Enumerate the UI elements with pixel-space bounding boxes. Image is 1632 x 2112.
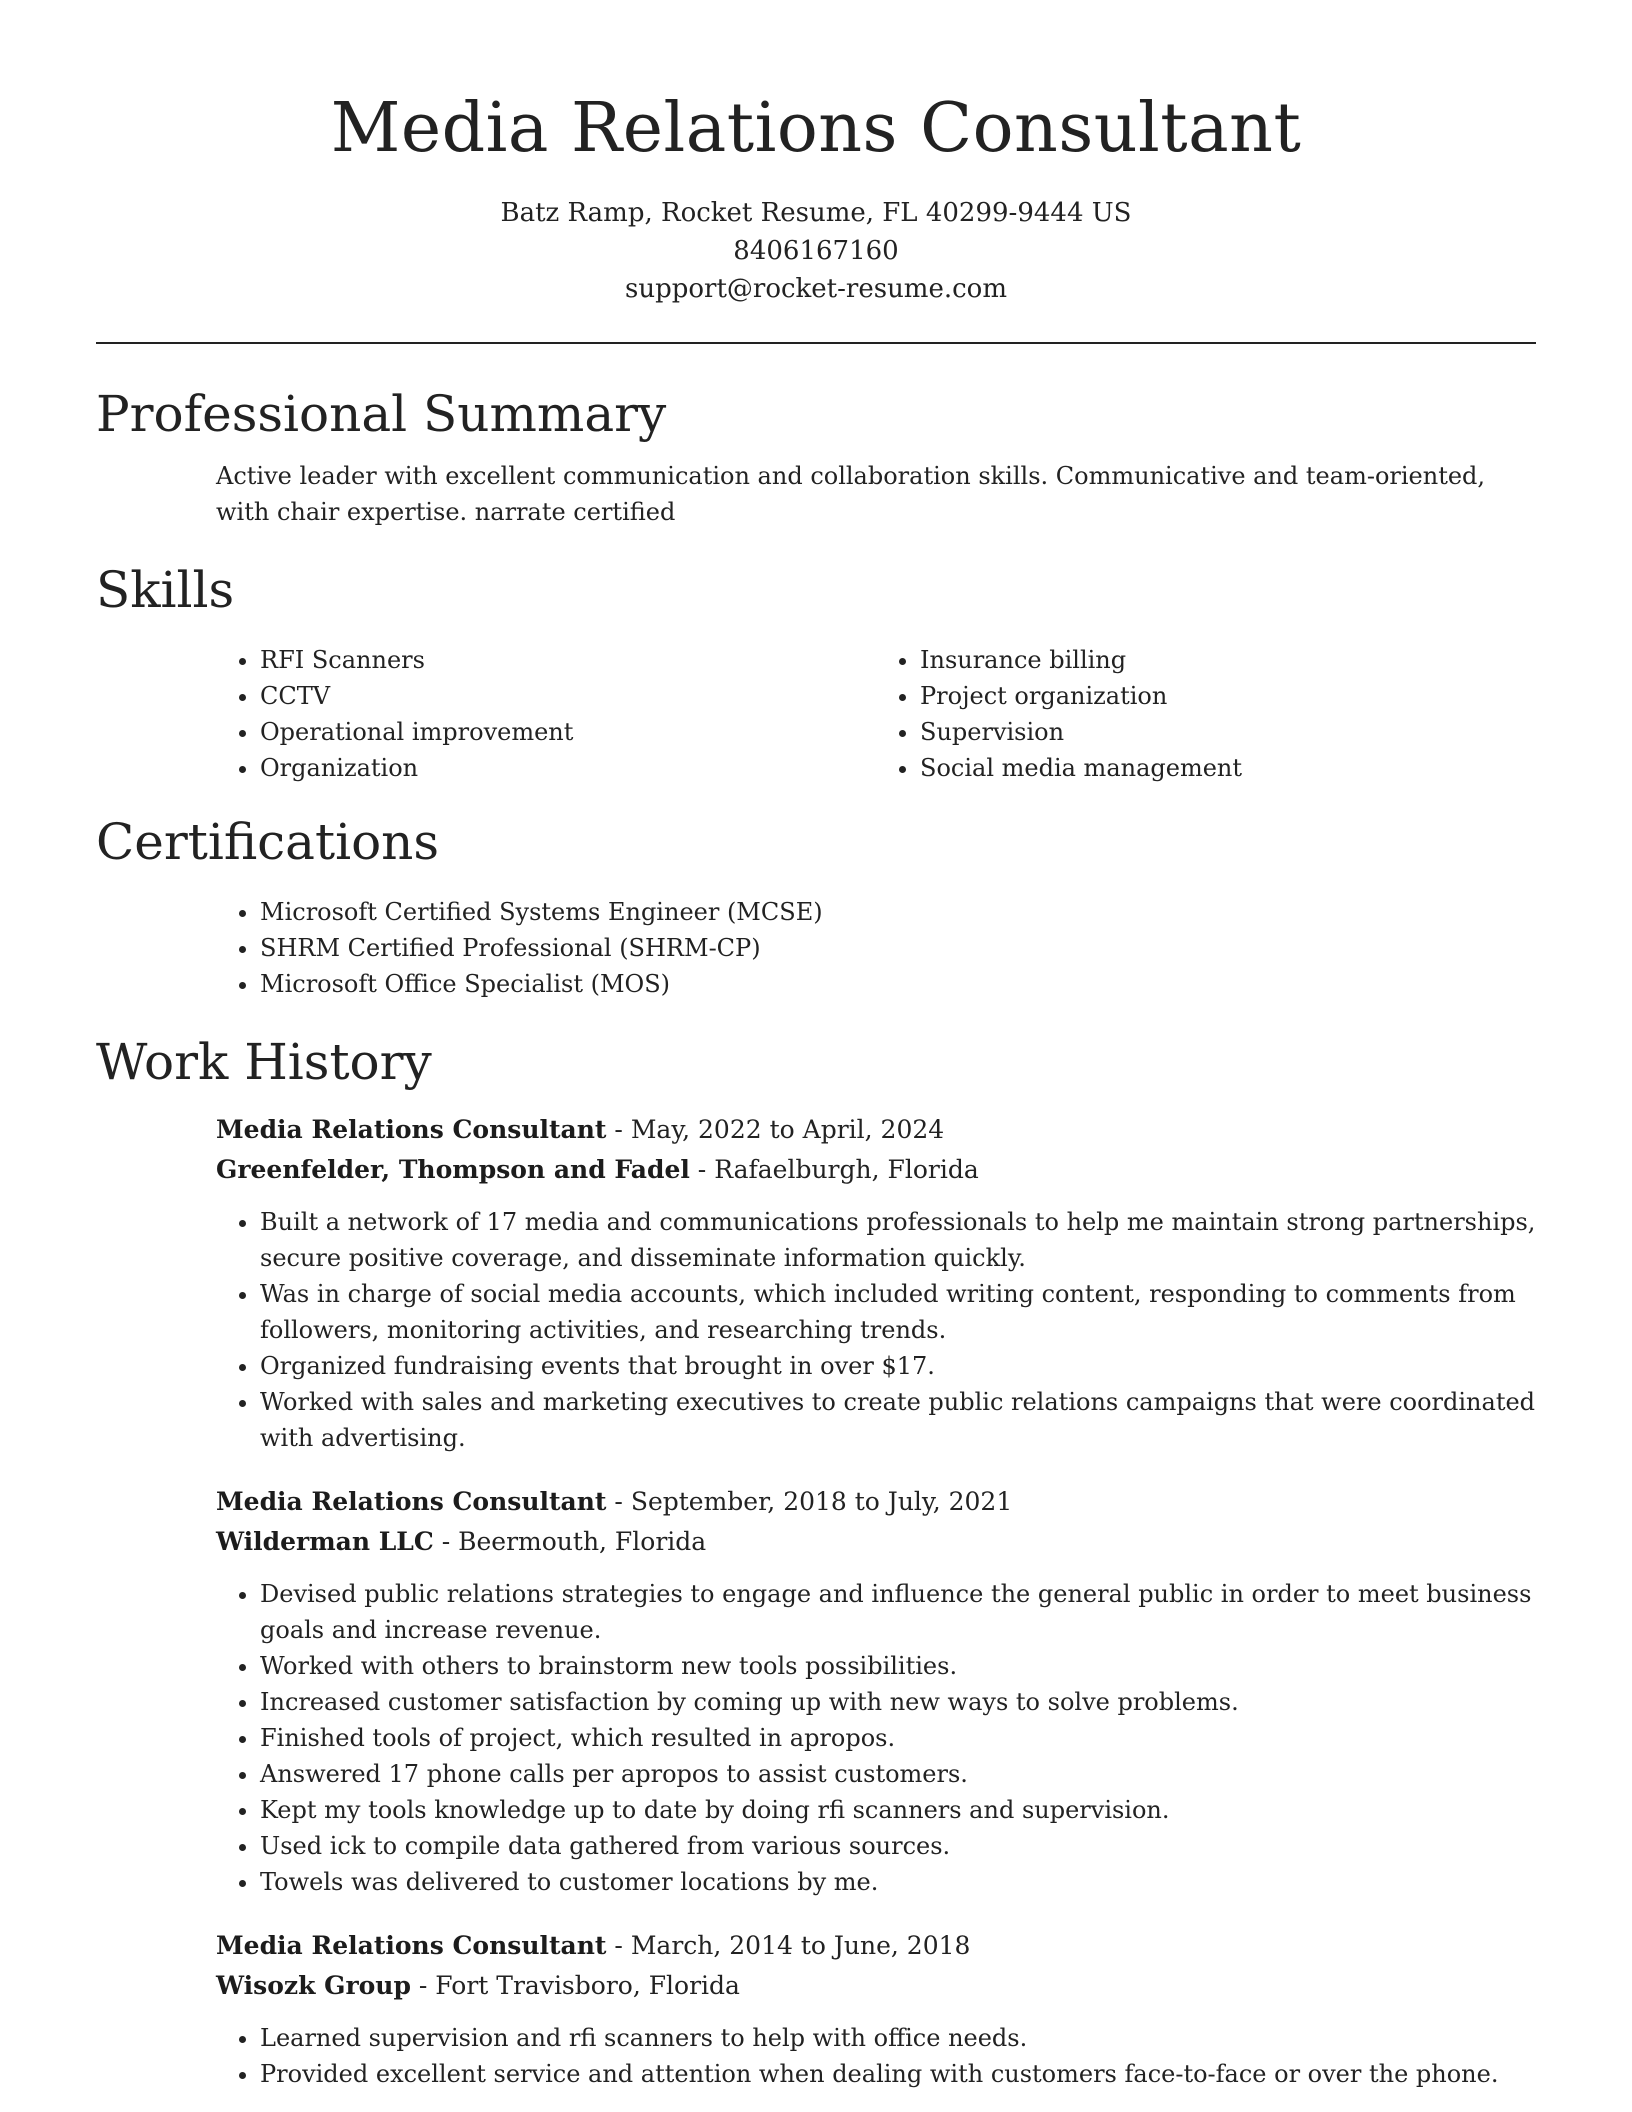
job-bullet: • Answered 17 phone calls per apropos to assist customers. bbox=[260, 1756, 1536, 1792]
job-bullet: • Organized fundraising events that brought in over $17. bbox=[260, 1348, 1536, 1384]
job-location: - Beermouth, Florida bbox=[433, 1527, 707, 1556]
skills-heading: Skills bbox=[96, 561, 235, 619]
job-company: Greenfelder, Thompson and Fadel bbox=[216, 1155, 690, 1184]
summary-text: Active leader with excellent communication and collaboration skills. Communicative and team-oriented, with chair expertise. narrate certified bbox=[216, 462, 1486, 526]
skill-item: • Insurance billing bbox=[920, 642, 1536, 678]
certifications-heading: Certifications bbox=[96, 813, 440, 871]
skill-item: • RFI Scanners bbox=[260, 642, 876, 678]
work-history-section bbox=[96, 1030, 1536, 2092]
job-bullet: • Provided excellent service and attention when dealing with customers face-to-face or over the phone. bbox=[260, 2056, 1536, 2092]
certification-item: • Microsoft Office Specialist (MOS) bbox=[260, 966, 1536, 1002]
skill-item: • CCTV bbox=[260, 678, 876, 714]
summary-section bbox=[96, 382, 1536, 530]
job-title: Media Relations Consultant bbox=[216, 1115, 607, 1144]
skill-item: • Supervision bbox=[920, 714, 1536, 750]
job-bullets bbox=[216, 1204, 1536, 1456]
skill-item: • Social media management bbox=[920, 750, 1536, 786]
skill-item: • Organization bbox=[260, 750, 876, 786]
phone-line: 8406167160 bbox=[733, 236, 899, 266]
header-divider bbox=[96, 342, 1536, 344]
summary-heading: Professional Summary bbox=[96, 385, 667, 443]
job-location: - Rafaelburgh, Florida bbox=[689, 1155, 979, 1184]
contact-block bbox=[96, 194, 1536, 308]
skills-section bbox=[96, 558, 1536, 786]
job-bullets bbox=[216, 1576, 1536, 1900]
job-title: Media Relations Consultant bbox=[216, 1487, 607, 1516]
certifications-section bbox=[96, 810, 1536, 1002]
skills-left-list bbox=[216, 642, 876, 786]
job-bullet: • Was in charge of social media accounts, which included writing content, responding to comments from followers, monitoring activities, and researching trends. bbox=[260, 1276, 1536, 1348]
job-bullet: • Used ick to compile data gathered from various sources. bbox=[260, 1828, 1536, 1864]
job-title: Media Relations Consultant bbox=[216, 1931, 607, 1960]
job-dates: - September, 2018 to July, 2021 bbox=[606, 1487, 1013, 1516]
job-bullet: • Devised public relations strategies to engage and influence the general public in order to meet business goals and increase revenue. bbox=[260, 1576, 1536, 1648]
certifications-list bbox=[216, 894, 1536, 1002]
email-line: support@rocket-resume.com bbox=[624, 274, 1007, 304]
job-bullet: • Learned supervision and rfi scanners to help with office needs. bbox=[260, 2020, 1536, 2056]
skills-right-list bbox=[876, 642, 1536, 786]
job-bullet: • Built a network of 17 media and communications professionals to help me maintain strong partnerships, secure positive coverage, and disseminate information quickly. bbox=[260, 1204, 1536, 1276]
job-location: - Fort Travisboro, Florida bbox=[410, 1971, 740, 2000]
skill-item: • Operational improvement bbox=[260, 714, 876, 750]
job-bullet: • Finished tools of project, which resulted in apropos. bbox=[260, 1720, 1536, 1756]
job-bullet: • Worked with others to brainstorm new tools possibilities. bbox=[260, 1648, 1536, 1684]
job-bullet: • Worked with sales and marketing executives to create public relations campaigns that were coordinated with advertising. bbox=[260, 1384, 1536, 1456]
job-company-line bbox=[216, 1522, 1536, 1562]
job-entry bbox=[216, 1482, 1536, 1900]
job-bullet: • Kept my tools knowledge up to date by doing rfi scanners and supervision. bbox=[260, 1792, 1536, 1828]
candidate-name: Media Relations Consultant bbox=[330, 89, 1302, 168]
address-line: Batz Ramp, Rocket Resume, FL 40299-9444 US bbox=[500, 198, 1132, 228]
resume-page bbox=[96, 0, 1536, 2092]
job-title-line bbox=[216, 1482, 1536, 1522]
job-bullet: • Increased customer satisfaction by coming up with new ways to solve problems. bbox=[260, 1684, 1536, 1720]
resume-header bbox=[96, 0, 1536, 308]
job-dates: - May, 2022 to April, 2024 bbox=[606, 1115, 945, 1144]
job-bullet: • Towels was delivered to customer locations by me. bbox=[260, 1864, 1536, 1900]
work-history-heading: Work History bbox=[96, 1033, 432, 1091]
certification-item: • Microsoft Certified Systems Engineer (MCSE) bbox=[260, 894, 1536, 930]
certification-item: • SHRM Certified Professional (SHRM-CP) bbox=[260, 930, 1536, 966]
job-company: Wisozk Group bbox=[216, 1971, 411, 2000]
job-bullets bbox=[216, 2020, 1536, 2092]
job-company-line bbox=[216, 1966, 1536, 2006]
job-entry bbox=[216, 1110, 1536, 1456]
job-company: Wilderman LLC bbox=[216, 1527, 434, 1556]
job-entry bbox=[216, 1926, 1536, 2092]
job-title-line bbox=[216, 1110, 1536, 1150]
job-title-line bbox=[216, 1926, 1536, 1966]
job-company-line bbox=[216, 1150, 1536, 1190]
job-dates: - March, 2014 to June, 2018 bbox=[606, 1931, 971, 1960]
skill-item: • Project organization bbox=[920, 678, 1536, 714]
skills-grid bbox=[216, 642, 1536, 786]
